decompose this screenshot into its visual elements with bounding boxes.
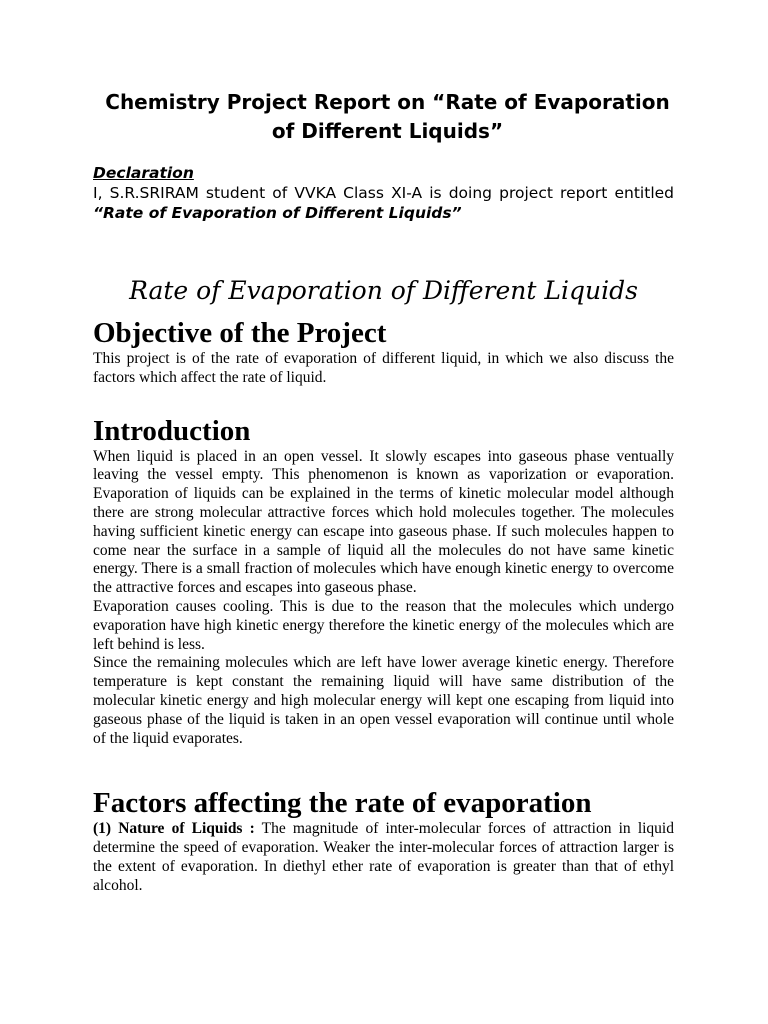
main-title: Rate of Evaporation of Different Liquids [129,276,638,305]
declaration-entitled: “Rate of Evaporation of Different Liquids” [93,204,462,222]
introduction-paragraph-3: Since the remaining molecules which are left have lower average kinetic energy. Therefore temperature is kept constant the remaining liquid will have same distribution of the molecular kinetic energy and high molecular energy will kept one escaping from liquid into gaseous phase of the liquid is taken in an open vessel evaporation will continue until whole of the liquid evaporates. [93,654,674,747]
objective-paragraph: This project is of the rate of evaporation of different liquid, in which we also discuss the factors which affect the rate of liquid. [93,350,674,386]
factors-item-label: (1) Nature of Liquids : [93,820,255,838]
factors-heading: Factors affecting the rate of evaporation [93,787,592,820]
factors-item-text: The magnitude of inter-molecular forces of attraction in liquid determine the speed of evaporation. Weaker the inter-molecular forces of attraction larger is the extent of evaporation. In diethyl ether rate of evaporation is greater than that of ethyl alcohol. [93,820,674,894]
declaration-heading: Declaration [93,164,194,182]
introduction-heading: Introduction [93,414,251,447]
document-title: Chemistry Project Report on “Rate of Evaporation of Different Liquids” [105,90,670,143]
objective-heading: Objective of the Project [93,317,387,349]
declaration-text [93,183,674,223]
declaration-statement: I, S.R.SRIRAM student of VVKA Class XI-A is doing project report entitled [93,184,674,202]
introduction-paragraph-2: Evaporation causes cooling. This is due to the reason that the molecules which undergo evaporation have high kinetic energy therefore the kinetic energy of the molecules which are left behind is less. [93,597,674,653]
introduction-paragraph-1: When liquid is placed in an open vessel. It slowly escapes into gaseous phase ventually leaving the vessel empty. This phenomenon is known as vaporization or evaporation. Evaporation of liquids can be explained in the terms of kinetic molecular model although there are strong molecular attractive forces which hold molecules together. The molecules having sufficient kinetic energy can escape into gaseous phase. If such molecules happen to come near the surface in a sample of liquid all the molecules do not have same kinetic energy. There is a small fraction of molecules which have enough kinetic energy to overcome the attractive forces and escapes into gaseous phase. [93,447,674,597]
factors-item-nature-of-liquids [93,820,674,895]
document-page [93,88,674,896]
declaration-section [93,163,674,223]
